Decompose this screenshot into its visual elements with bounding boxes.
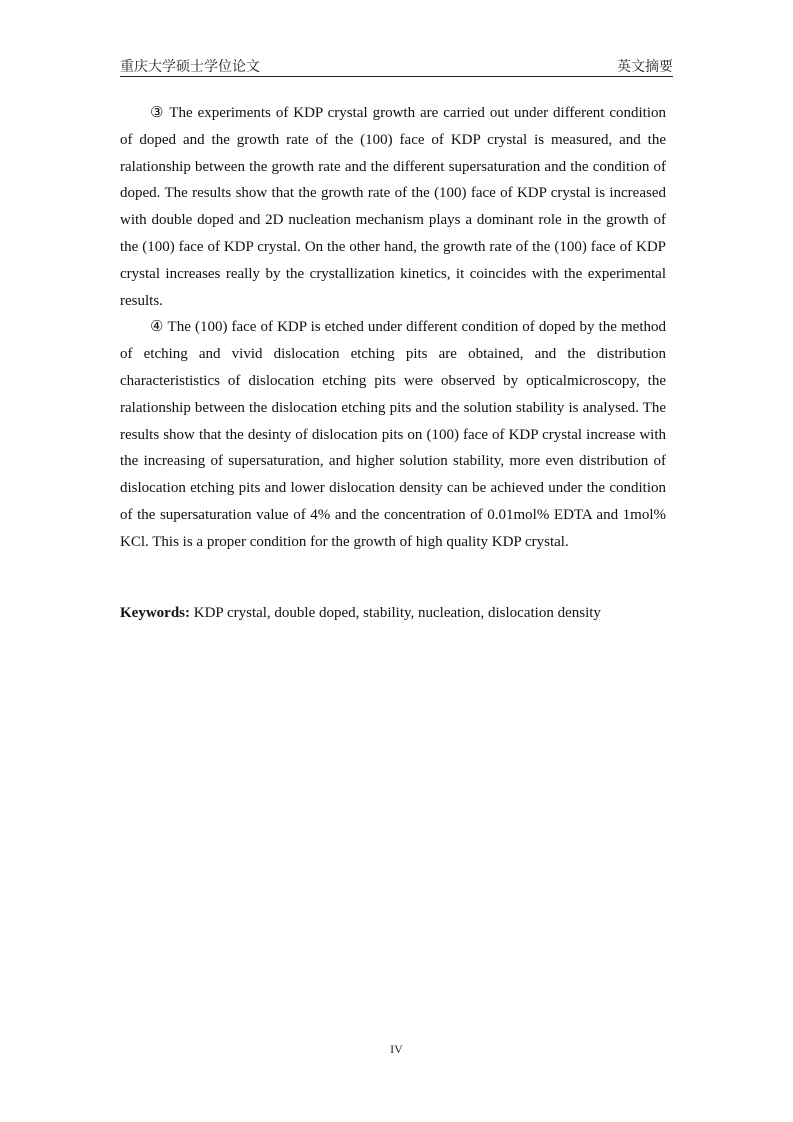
abstract-paragraph-4: ④ The (100) face of KDP is etched under different condition of doped by the method of etching and vivid dislocation etching pits are obtained, and the distribution characterististics of dislocation etching pits were observed by opticalmicroscopy, the ralationship between the dislocation etching pits and the solution stability is analysed. The results show that the desinty of dislocation pits on (100) face of KDP crystal increase with the increasing of supersaturation, and higher solution stability, more even distribution of dislocation etching pits and lower dislocation density can be achieved under the condition of the supersaturation value of 4% and the concentration of 0.01mol% EDTA and 1mol% KCl. This is a proper condition for the growth of high quality KDP crystal. — [120, 319, 666, 550]
abstract-body — [120, 100, 666, 556]
keywords-label: Keywords: — [120, 605, 190, 621]
header-thesis-title: 重庆大学硕士学位论文 — [120, 60, 260, 75]
page-number: IV — [390, 1042, 403, 1056]
header-section-title: 英文摘要 — [617, 60, 673, 75]
abstract-paragraph-3: ③ The experiments of KDP crystal growth are carried out under different condition of doped and the growth rate of the (100) face of KDP crystal is measured, and the ralationship between the growth rate and the different supersaturation and the condition of doped. The results show that the growth rate of the (100) face of KDP crystal is increased with double doped and 2D nucleation mechanism plays a dominant role in the growth of the (100) face of KDP crystal. On the other hand, the growth rate of the (100) face of KDP crystal increases really by the crystallization kinetics, it coincides with the experimental results. — [120, 105, 666, 309]
keywords-text: KDP crystal, double doped, stability, nucleation, dislocation density — [193, 605, 601, 621]
keywords-line — [120, 600, 666, 626]
running-header — [120, 56, 673, 77]
